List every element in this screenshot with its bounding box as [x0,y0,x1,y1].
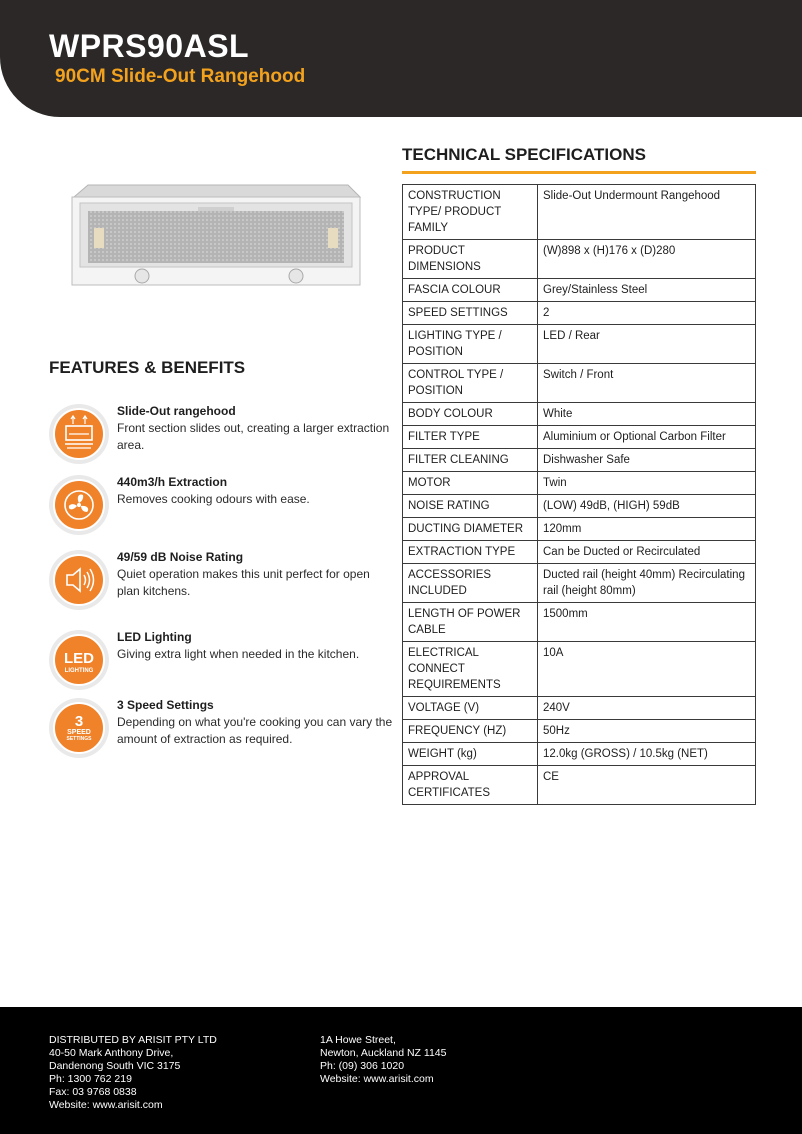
svg-text:LED: LED [64,650,94,667]
spec-value: Slide-Out Undermount Rangehood [538,185,756,240]
table-row [403,495,756,518]
spec-value: Ducted rail (height 40mm) Recirculating rail (height 80mm) [538,564,756,603]
spec-key: FASCIA COLOUR [403,279,538,302]
spec-key: MOTOR [403,472,538,495]
spec-value: Twin [538,472,756,495]
speaker-icon [49,550,109,610]
spec-value: CE [538,766,756,805]
spec-value: 120mm [538,518,756,541]
footer-line: Ph: (09) 306 1020 [320,1060,405,1072]
table-row [403,449,756,472]
specs-table [402,184,756,805]
footer-line: DISTRIBUTED BY ARISIT PTY LTD [49,1034,217,1046]
spec-value: 50Hz [538,720,756,743]
table-row [403,720,756,743]
spec-key: PRODUCT DIMENSIONS [403,240,538,279]
spec-key: CONTROL TYPE / POSITION [403,364,538,403]
table-row [403,743,756,766]
table-row [403,426,756,449]
model-number: WPRS90ASL [49,28,250,64]
spec-key: EXTRACTION TYPE [403,541,538,564]
fan-icon [49,475,109,535]
spec-value: 2 [538,302,756,325]
table-row [403,302,756,325]
spec-value: Aluminium or Optional Carbon Filter [538,426,756,449]
page-header [0,0,802,117]
table-row [403,472,756,495]
feature-description: Quiet operation makes this unit perfect for open plan kitchens. [117,567,370,598]
table-row [403,518,756,541]
spec-key: CONSTRUCTION TYPE/ PRODUCT FAMILY [403,185,538,240]
feature-description: Depending on what you're cooking you can vary the amount of extraction as required. [117,715,393,746]
table-row [403,185,756,240]
table-row [403,697,756,720]
spec-key: WEIGHT (kg) [403,743,538,766]
spec-value: 240V [538,697,756,720]
svg-text:SETTINGS: SETTINGS [66,736,92,742]
table-row [403,603,756,642]
spec-key: APPROVAL CERTIFICATES [403,766,538,805]
table-row [403,642,756,697]
led-icon [49,630,109,690]
specs-heading: TECHNICAL SPECIFICATIONS [402,145,646,164]
spec-value: Switch / Front [538,364,756,403]
footer-line: Dandenong South VIC 3175 [49,1060,181,1072]
spec-key: ACCESSORIES INCLUDED [403,564,538,603]
spec-key: FILTER CLEANING [403,449,538,472]
spec-key: LENGTH OF POWER CABLE [403,603,538,642]
feature-title: 3 Speed Settings [117,698,214,712]
spec-value: 1500mm [538,603,756,642]
features-heading: FEATURES & BENEFITS [49,358,246,377]
spec-value: Grey/Stainless Steel [538,279,756,302]
spec-key: DUCTING DIAMETER [403,518,538,541]
page-footer [0,1007,802,1134]
rangehood-icon [49,404,109,464]
speed-icon [49,698,109,758]
table-row [403,766,756,805]
table-row [403,279,756,302]
feature-title: 440m3/h Extraction [117,475,228,489]
footer-line: Ph: 1300 762 219 [49,1073,132,1085]
spec-value: (W)898 x (H)176 x (D)280 [538,240,756,279]
table-row [403,541,756,564]
svg-text:LIGHTING: LIGHTING [64,668,94,674]
table-row [403,403,756,426]
footer-au-address [49,1034,217,1112]
footer-line: Newton, Auckland NZ 1145 [320,1047,447,1059]
feature-description: Removes cooking odours with ease. [117,492,310,506]
footer-line: Fax: 03 9768 0838 [49,1086,137,1098]
spec-key: VOLTAGE (V) [403,697,538,720]
table-row [403,325,756,364]
table-row [403,564,756,603]
feature-title: Slide-Out rangehood [117,404,236,418]
spec-key: LIGHTING TYPE / POSITION [403,325,538,364]
svg-text:SPEED: SPEED [67,729,91,736]
feature-description: Giving extra light when needed in the kitchen. [117,647,360,661]
table-row [403,364,756,403]
feature-title: LED Lighting [117,630,192,644]
footer-line: 40-50 Mark Anthony Drive, [49,1047,174,1059]
spec-value: Dishwasher Safe [538,449,756,472]
footer-line: 1A Howe Street, [320,1034,396,1046]
product-subtitle: 90CM Slide-Out Rangehood [55,66,306,87]
spec-value: 12.0kg (GROSS) / 10.5kg (NET) [538,743,756,766]
table-row [403,240,756,279]
feature-title: 49/59 dB Noise Rating [117,550,244,564]
spec-value: (LOW) 49dB, (HIGH) 59dB [538,495,756,518]
footer-website-link[interactable]: Website: www.arisit.com [320,1073,434,1085]
spec-key: NOISE RATING [403,495,538,518]
spec-value: Can be Ducted or Recirculated [538,541,756,564]
spec-key: FREQUENCY (HZ) [403,720,538,743]
spec-value: 10A [538,642,756,697]
spec-key: BODY COLOUR [403,403,538,426]
svg-text:3: 3 [74,713,84,730]
spec-key: FILTER TYPE [403,426,538,449]
spec-value: White [538,403,756,426]
rangehood-product-image [70,183,362,288]
footer-nz-address [320,1034,446,1086]
specs-divider [402,171,756,174]
spec-key: SPEED SETTINGS [403,302,538,325]
spec-value: LED / Rear [538,325,756,364]
spec-key: ELECTRICAL CONNECT REQUIREMENTS [403,642,538,697]
feature-description: Front section slides out, creating a larger extraction area. [117,421,390,452]
footer-website-link[interactable]: Website: www.arisit.com [49,1099,163,1111]
